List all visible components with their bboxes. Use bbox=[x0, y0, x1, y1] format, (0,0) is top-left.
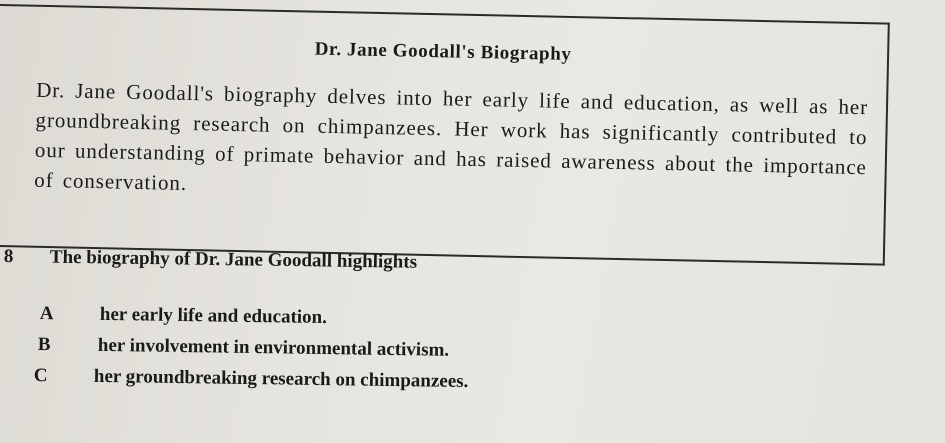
option-letter: B bbox=[37, 334, 51, 356]
question-number: 8 bbox=[3, 246, 14, 268]
question-stem-row bbox=[4, 246, 418, 274]
question-stem: The biography of Dr. Jane Goodall highlights bbox=[49, 246, 418, 273]
option-b[interactable] bbox=[38, 334, 450, 362]
option-a[interactable] bbox=[40, 303, 327, 329]
option-text: her early life and education. bbox=[99, 303, 328, 329]
passage-text: Dr. Jane Goodall's biography delves into her early life and education, as well as her groundbreaking research on chimpanzees. Her work has significantly contributed to our understanding of primate behavior and has raised awareness about the importance of conservation. bbox=[34, 77, 869, 195]
option-letter: C bbox=[33, 365, 48, 387]
passage-title: Dr. Jane Goodall's Biography bbox=[314, 38, 572, 65]
option-c[interactable] bbox=[34, 365, 469, 393]
option-letter: A bbox=[39, 303, 54, 325]
option-text: her involvement in environmental activism. bbox=[97, 334, 450, 361]
option-text: her groundbreaking research on chimpanzees. bbox=[93, 365, 469, 393]
passage-box bbox=[0, 4, 890, 266]
